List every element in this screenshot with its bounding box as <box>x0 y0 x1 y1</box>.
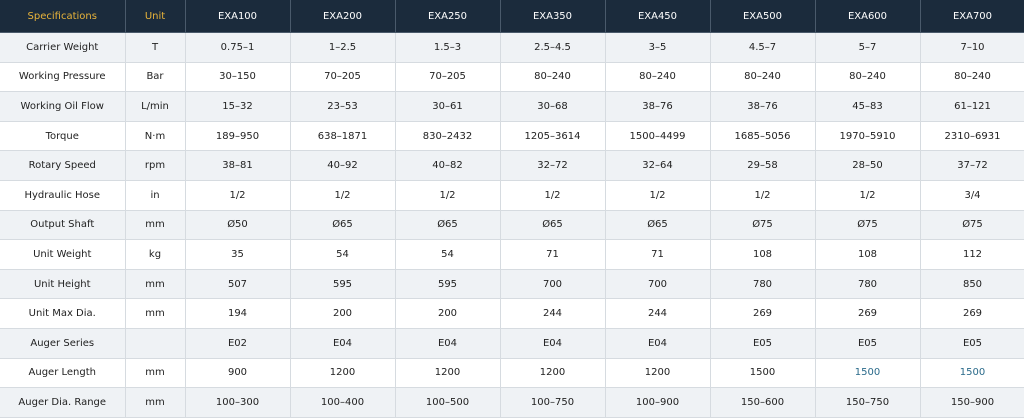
value-cell: 3–5 <box>605 33 710 63</box>
unit-cell: mm <box>125 210 185 240</box>
unit-cell: L/min <box>125 92 185 122</box>
value-cell: 7–10 <box>920 33 1024 63</box>
value-cell: 780 <box>815 269 920 299</box>
value-cell: 1/2 <box>710 180 815 210</box>
value-cell: 100–300 <box>185 388 290 418</box>
value-cell: 1500–4499 <box>605 121 710 151</box>
row-label: Working Pressure <box>0 62 125 92</box>
value-cell: 0.75–1 <box>185 33 290 63</box>
table-row <box>0 269 1024 299</box>
value-cell: 269 <box>920 299 1024 329</box>
header-model: EXA450 <box>605 0 710 33</box>
unit-cell: rpm <box>125 151 185 181</box>
table-row <box>0 358 1024 388</box>
unit-cell: mm <box>125 388 185 418</box>
value-cell: 1/2 <box>815 180 920 210</box>
value-cell: 23–53 <box>290 92 395 122</box>
value-cell: 830–2432 <box>395 121 500 151</box>
header-model: EXA250 <box>395 0 500 33</box>
table-row <box>0 180 1024 210</box>
header-row <box>0 0 1024 33</box>
value-cell: 80–240 <box>815 62 920 92</box>
value-cell: 38–81 <box>185 151 290 181</box>
row-label: Auger Dia. Range <box>0 388 125 418</box>
header-model: EXA700 <box>920 0 1024 33</box>
header-model: EXA100 <box>185 0 290 33</box>
value-cell: Ø75 <box>710 210 815 240</box>
value-cell: 244 <box>500 299 605 329</box>
table-row <box>0 121 1024 151</box>
value-cell: 150–600 <box>710 388 815 418</box>
value-cell: Ø65 <box>290 210 395 240</box>
value-cell: 108 <box>815 240 920 270</box>
value-cell: 40–92 <box>290 151 395 181</box>
value-cell: E04 <box>500 328 605 358</box>
row-label: Carrier Weight <box>0 33 125 63</box>
row-label: Unit Height <box>0 269 125 299</box>
value-cell: 150–750 <box>815 388 920 418</box>
value-cell: 200 <box>395 299 500 329</box>
value-cell: 200 <box>290 299 395 329</box>
unit-cell: Bar <box>125 62 185 92</box>
value-cell: 194 <box>185 299 290 329</box>
value-cell: 61–121 <box>920 92 1024 122</box>
value-cell: 37–72 <box>920 151 1024 181</box>
value-cell: 108 <box>710 240 815 270</box>
value-cell: 32–64 <box>605 151 710 181</box>
value-cell: 30–68 <box>500 92 605 122</box>
unit-cell: in <box>125 180 185 210</box>
table-row <box>0 92 1024 122</box>
value-cell: 1/2 <box>395 180 500 210</box>
value-cell: Ø75 <box>815 210 920 240</box>
row-label: Unit Weight <box>0 240 125 270</box>
value-cell: 1200 <box>605 358 710 388</box>
value-cell: 850 <box>920 269 1024 299</box>
value-cell: 54 <box>395 240 500 270</box>
value-cell: 1205–3614 <box>500 121 605 151</box>
value-cell: 595 <box>395 269 500 299</box>
value-cell: 1500 <box>815 358 920 388</box>
value-cell: E05 <box>815 328 920 358</box>
value-cell: 35 <box>185 240 290 270</box>
row-label: Auger Series <box>0 328 125 358</box>
value-cell: 54 <box>290 240 395 270</box>
row-label: Hydraulic Hose <box>0 180 125 210</box>
table-row <box>0 210 1024 240</box>
value-cell: 80–240 <box>605 62 710 92</box>
value-cell: 700 <box>500 269 605 299</box>
value-cell: 100–750 <box>500 388 605 418</box>
unit-cell: mm <box>125 358 185 388</box>
value-cell: 1500 <box>710 358 815 388</box>
value-cell: 1/2 <box>500 180 605 210</box>
value-cell: 80–240 <box>500 62 605 92</box>
value-cell: 2.5–4.5 <box>500 33 605 63</box>
value-cell: 900 <box>185 358 290 388</box>
unit-cell <box>125 328 185 358</box>
value-cell: 100–400 <box>290 388 395 418</box>
value-cell: E04 <box>395 328 500 358</box>
value-cell: 38–76 <box>605 92 710 122</box>
value-cell: 5–7 <box>815 33 920 63</box>
value-cell: E02 <box>185 328 290 358</box>
value-cell: 100–500 <box>395 388 500 418</box>
row-label: Auger Length <box>0 358 125 388</box>
value-cell: 15–32 <box>185 92 290 122</box>
value-cell: 1/2 <box>290 180 395 210</box>
header-model: EXA350 <box>500 0 605 33</box>
unit-cell: kg <box>125 240 185 270</box>
value-cell: 40–82 <box>395 151 500 181</box>
value-cell: 700 <box>605 269 710 299</box>
table-row <box>0 328 1024 358</box>
value-cell: 28–50 <box>815 151 920 181</box>
value-cell: 70–205 <box>290 62 395 92</box>
row-label: Rotary Speed <box>0 151 125 181</box>
value-cell: 2310–6931 <box>920 121 1024 151</box>
value-cell: 29–58 <box>710 151 815 181</box>
value-cell: Ø65 <box>395 210 500 240</box>
header-model: EXA200 <box>290 0 395 33</box>
value-cell: 1/2 <box>185 180 290 210</box>
header-unit: Unit <box>125 0 185 33</box>
value-cell: E04 <box>290 328 395 358</box>
value-cell: 30–150 <box>185 62 290 92</box>
value-cell: 507 <box>185 269 290 299</box>
value-cell: 269 <box>815 299 920 329</box>
unit-cell: T <box>125 33 185 63</box>
value-cell: 269 <box>710 299 815 329</box>
value-cell: 189–950 <box>185 121 290 151</box>
value-cell: 71 <box>500 240 605 270</box>
value-cell: E05 <box>920 328 1024 358</box>
value-cell: 80–240 <box>710 62 815 92</box>
value-cell: 595 <box>290 269 395 299</box>
value-cell: 112 <box>920 240 1024 270</box>
table-row <box>0 388 1024 418</box>
value-cell: 1–2.5 <box>290 33 395 63</box>
unit-cell: mm <box>125 299 185 329</box>
table-row <box>0 33 1024 63</box>
row-label: Working Oil Flow <box>0 92 125 122</box>
table-row <box>0 62 1024 92</box>
value-cell: 30–61 <box>395 92 500 122</box>
value-cell: 780 <box>710 269 815 299</box>
header-specifications: Specifications <box>0 0 125 33</box>
value-cell: 71 <box>605 240 710 270</box>
value-cell: Ø75 <box>920 210 1024 240</box>
value-cell: 3/4 <box>920 180 1024 210</box>
value-cell: E05 <box>710 328 815 358</box>
header-model: EXA500 <box>710 0 815 33</box>
value-cell: 100–900 <box>605 388 710 418</box>
value-cell: Ø50 <box>185 210 290 240</box>
value-cell: 80–240 <box>920 62 1024 92</box>
value-cell: 1200 <box>500 358 605 388</box>
value-cell: Ø65 <box>605 210 710 240</box>
value-cell: 1970–5910 <box>815 121 920 151</box>
value-cell: 1/2 <box>605 180 710 210</box>
value-cell: 150–900 <box>920 388 1024 418</box>
header-model: EXA600 <box>815 0 920 33</box>
row-label: Unit Max Dia. <box>0 299 125 329</box>
unit-cell: mm <box>125 269 185 299</box>
value-cell: E04 <box>605 328 710 358</box>
value-cell: 1685–5056 <box>710 121 815 151</box>
value-cell: 1500 <box>920 358 1024 388</box>
value-cell: 70–205 <box>395 62 500 92</box>
table-row <box>0 299 1024 329</box>
table-row <box>0 240 1024 270</box>
value-cell: 638–1871 <box>290 121 395 151</box>
value-cell: 45–83 <box>815 92 920 122</box>
value-cell: Ø65 <box>500 210 605 240</box>
row-label: Torque <box>0 121 125 151</box>
value-cell: 32–72 <box>500 151 605 181</box>
value-cell: 244 <box>605 299 710 329</box>
value-cell: 4.5–7 <box>710 33 815 63</box>
unit-cell: N·m <box>125 121 185 151</box>
value-cell: 1.5–3 <box>395 33 500 63</box>
row-label: Output Shaft <box>0 210 125 240</box>
value-cell: 1200 <box>290 358 395 388</box>
table-row <box>0 151 1024 181</box>
value-cell: 38–76 <box>710 92 815 122</box>
value-cell: 1200 <box>395 358 500 388</box>
